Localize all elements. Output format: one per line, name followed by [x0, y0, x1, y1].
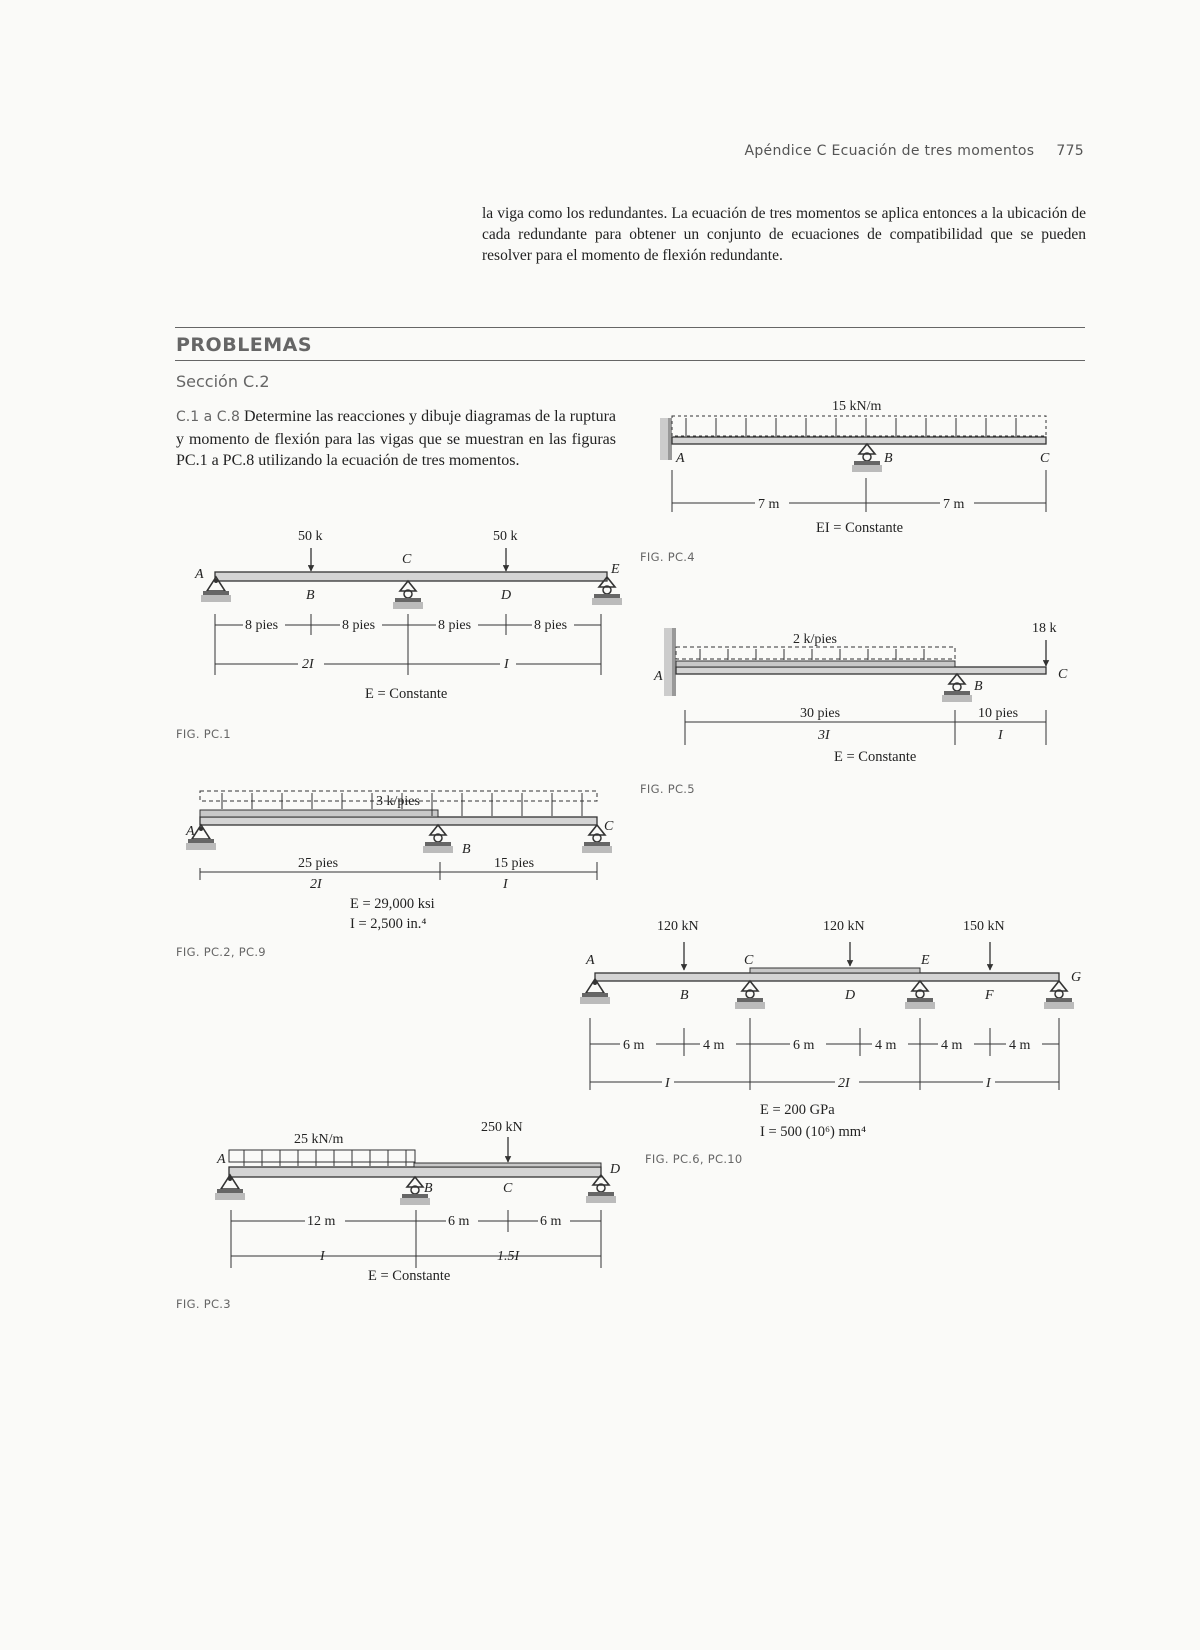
fig6-note-2: I = 500 (10⁶) mm⁴: [760, 1124, 867, 1140]
fig6-point-e: E: [921, 953, 930, 968]
fig3-load-2: 250 kN: [481, 1120, 523, 1135]
fig5-point-b: B: [974, 679, 983, 694]
fig3-dim-3: 6 m: [540, 1214, 562, 1229]
fig2-note-1: E = 29,000 ksi: [350, 896, 435, 912]
fig4-dim-2: 7 m: [943, 497, 965, 512]
fig2-note-2: I = 2,500 in.⁴: [350, 916, 427, 932]
fig6-load-3: 150 kN: [963, 919, 1005, 934]
fig5-distributed-load: [676, 647, 955, 659]
fig2-inertia-1: 2I: [310, 877, 322, 892]
fig5-beam-thick: [676, 661, 955, 667]
fig6-point-b: B: [680, 988, 689, 1003]
fig6-point-d: D: [845, 988, 856, 1003]
fig2-point-b: B: [462, 842, 471, 857]
fig4-point-b: B: [884, 451, 893, 466]
fig4-caption: FIG. PC.4: [640, 550, 695, 564]
fig1-inertia-1: 2I: [302, 657, 314, 672]
fig6-inertia-1: I: [665, 1076, 670, 1091]
fig2-support-b: [423, 825, 453, 853]
fig6-point-g: G: [1071, 970, 1082, 985]
fig5-load-2: 18 k: [1032, 621, 1057, 636]
fig4-load: 15 kN/m: [832, 399, 882, 414]
fig5-inertia-2: I: [998, 728, 1003, 743]
fig4-point-c: C: [1040, 451, 1050, 466]
fig3-support-a: [215, 1175, 245, 1200]
fig5-support-b: [942, 674, 972, 702]
fig2-inertia-2: I: [503, 877, 508, 892]
fig6-inertia-2: 2I: [838, 1076, 850, 1091]
fig3-diagram: [215, 1120, 620, 1284]
fig5-point-c: C: [1058, 667, 1068, 682]
fig4-point-a: A: [676, 451, 685, 466]
fig4-note: EI = Constante: [816, 520, 904, 536]
fig1-inertia-2: I: [504, 657, 509, 672]
fig1-support-c: [393, 581, 423, 609]
fig3-beam: [229, 1167, 601, 1177]
fig1-diagram: [194, 529, 622, 702]
fig1-note: E = Constante: [365, 686, 448, 702]
fig3-load-1: 25 kN/m: [294, 1132, 344, 1147]
fig5-point-a: A: [654, 669, 663, 684]
fig3-point-a: A: [217, 1152, 226, 1167]
fig3-point-c: C: [503, 1181, 513, 1196]
fig3-point-d: D: [610, 1162, 621, 1177]
fig4-beam: [672, 437, 1046, 444]
fig3-point-b: B: [424, 1181, 433, 1196]
fig1-load-2: 50 k: [493, 529, 518, 544]
fig6-load-1: 120 kN: [657, 919, 699, 934]
section-heading: Sección C.2: [176, 372, 270, 391]
fig2-load: 3 k/pies: [376, 794, 420, 809]
fig1-dim-3: 8 pies: [438, 618, 472, 633]
fig1-caption: FIG. PC.1: [176, 727, 231, 741]
fig6-dim-1: 6 m: [623, 1038, 645, 1053]
fig4-dim-1: 7 m: [758, 497, 780, 512]
fig6-point-c: C: [744, 953, 754, 968]
fig6-inertia-3: I: [986, 1076, 991, 1091]
fig6-support-e: [905, 981, 935, 1009]
fig6-support-a: [580, 979, 610, 1004]
fig1-point-d: D: [501, 588, 512, 603]
fig1-point-b: B: [306, 588, 315, 603]
fig6-load-2: 120 kN: [823, 919, 865, 934]
fig6-support-g: [1044, 981, 1074, 1009]
fig1-dim-1: 8 pies: [245, 618, 279, 633]
problem-text: Determine las reacciones y dibuje diagramas de la ruptura y momento de flexión para las vigas que se muestran en las figuras PC.1 a PC.8 utilizando la ecuación de tres momentos.: [176, 408, 616, 469]
fig6-caption: FIG. PC.6, PC.10: [645, 1152, 743, 1166]
fig5-load-1: 2 k/pies: [793, 632, 837, 647]
fig3-beam-thick: [414, 1163, 601, 1167]
fig1-beam: [215, 572, 607, 581]
fig2-beam-thick: [200, 810, 438, 817]
fig4-distributed-load: [672, 416, 1046, 436]
fig6-dim-2: 4 m: [703, 1038, 725, 1053]
header-title: Apéndice C Ecuación de tres momentos: [744, 143, 1035, 159]
fig6-point-f: F: [985, 988, 994, 1003]
fig6-dim-5: 4 m: [941, 1038, 963, 1053]
fig5-inertia-1: 3I: [818, 728, 830, 743]
fig3-caption: FIG. PC.3: [176, 1297, 231, 1311]
fig5-beam: [676, 667, 1046, 674]
fig6-beam-thick: [750, 968, 920, 973]
fig6-note-1: E = 200 GPa: [760, 1102, 835, 1118]
fig3-inertia-1: I: [320, 1249, 325, 1264]
fig6-support-c: [735, 981, 765, 1009]
fig1-point-a: A: [195, 567, 204, 582]
fig4-support-b: [852, 444, 882, 472]
fig5-diagram: [653, 621, 1068, 765]
fig3-dim-1: 12 m: [307, 1214, 336, 1229]
fig6-dim-6: 4 m: [1009, 1038, 1031, 1053]
fig1-point-c: C: [402, 552, 412, 567]
problems-title: PROBLEMAS: [176, 334, 313, 356]
fig5-dim-2: 10 pies: [978, 706, 1019, 721]
fig1-load-1: 50 k: [298, 529, 323, 544]
fig6-beam: [595, 973, 1059, 981]
fig3-note: E = Constante: [368, 1268, 451, 1284]
fig1-dim-2: 8 pies: [342, 618, 376, 633]
fig1-dim-4: 8 pies: [534, 618, 568, 633]
fig6-diagram: [580, 919, 1081, 1140]
fig5-caption: FIG. PC.5: [640, 782, 695, 796]
fig6-dim-4: 4 m: [875, 1038, 897, 1053]
fig3-support-d: [586, 1175, 616, 1203]
fig5-dim-1: 30 pies: [800, 706, 841, 721]
fig3-inertia-2: 1.5I: [497, 1249, 520, 1264]
fig5-note: E = Constante: [834, 749, 917, 765]
fig2-point-a: A: [186, 824, 195, 839]
fig3-dim-2: 6 m: [448, 1214, 470, 1229]
fig2-caption: FIG. PC.2, PC.9: [176, 945, 266, 959]
page-number: 775: [1056, 143, 1084, 159]
fig2-dim-1: 25 pies: [298, 856, 339, 871]
fig2-point-c: C: [604, 819, 614, 834]
fig6-point-a: A: [586, 953, 595, 968]
fig2-beam: [200, 817, 597, 825]
fig3-distributed-load: [229, 1150, 415, 1162]
fig2-diagram: [185, 791, 614, 932]
problem-number: C.1 a C.8: [176, 409, 240, 425]
fig1-point-e: E: [611, 562, 620, 577]
fig4-diagram: [660, 399, 1050, 536]
fig2-dim-2: 15 pies: [494, 856, 535, 871]
intro-paragraph: la viga como los redundantes. La ecuación de tres momentos se aplica entonces a la ubicación de cada redundante para obtener un conjunto de ecuaciones de compatibilidad que se pueden resolver para el momento de flexión redundante.: [482, 205, 1086, 264]
fig6-dim-3: 6 m: [793, 1038, 815, 1053]
